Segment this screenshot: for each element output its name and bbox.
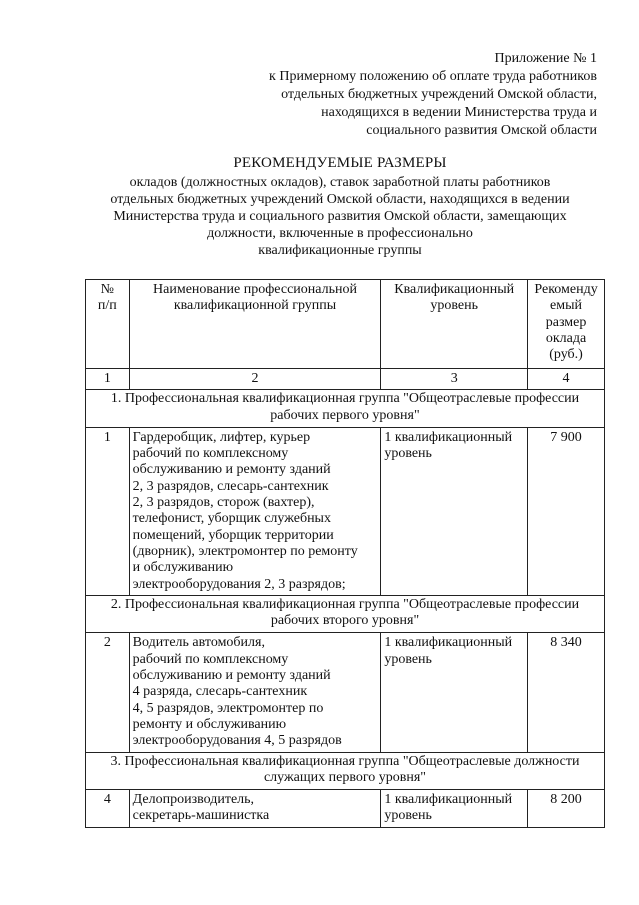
level-text: уровень xyxy=(384,651,432,667)
group-title-row xyxy=(86,390,605,428)
group-title xyxy=(86,752,605,790)
group-title-text: рабочих второго уровня" xyxy=(270,613,420,629)
row-salary: 8 200 xyxy=(528,790,605,828)
header-text: Рекоменду xyxy=(534,282,598,297)
row-number: 4 xyxy=(86,790,130,828)
document-heading xyxy=(60,155,620,259)
position-text: Водитель автомобиля, xyxy=(132,635,265,651)
header-text: № xyxy=(100,282,115,297)
position-text: обслуживанию и ремонту зданий xyxy=(132,668,331,684)
position-text: электрооборудования 2, 3 разрядов; xyxy=(132,576,346,592)
level-text: 1 квалификационный xyxy=(384,792,513,808)
table-row xyxy=(86,633,605,752)
header-text: размер xyxy=(545,314,587,330)
row-position-names xyxy=(129,633,381,752)
row-position-names xyxy=(129,790,381,828)
level-text: 1 квалификационный xyxy=(384,429,513,445)
heading-line: квалификационные группы xyxy=(258,243,422,258)
position-text: 2, 3 разрядов, слесарь-сантехник xyxy=(132,478,329,494)
group-title-text: 3. Профессиональная квалификационная группа "Общеотраслевые должности xyxy=(110,753,580,769)
col-number: 3 xyxy=(381,369,528,390)
position-text: электрооборудования 4, 5 разрядов xyxy=(132,733,342,749)
header-text: п/п xyxy=(97,298,117,314)
position-text: рабочий по комплексному xyxy=(132,651,289,667)
row-salary: 7 900 xyxy=(528,427,605,595)
appendix-header xyxy=(177,50,597,140)
heading-line: должности, включенные в профессионально xyxy=(207,226,473,241)
col-number: 2 xyxy=(129,369,381,390)
table-row xyxy=(86,427,605,595)
group-title-row xyxy=(86,595,605,633)
level-text: уровень xyxy=(384,446,432,462)
header-text: Квалификационный xyxy=(394,282,515,297)
heading-line: отдельных бюджетных учреждений Омской области, находящихся в ведении xyxy=(110,192,570,207)
appendix-line: к Примерному положению об оплате труда работников xyxy=(269,69,597,84)
heading-line: Министерства труда и социального развития Омской области, замещающих xyxy=(113,209,567,224)
header-text: (руб.) xyxy=(549,347,583,363)
position-text: и обслуживанию xyxy=(132,560,234,576)
position-text: 2, 3 разрядов, сторож (вахтер), xyxy=(132,495,315,511)
position-text: Гардеробщик, лифтер, курьер xyxy=(132,429,311,445)
group-title-text: служащих первого уровня" xyxy=(263,769,427,785)
position-text: телефонист, уборщик служебных xyxy=(132,511,331,527)
header-text: оклада xyxy=(545,330,587,346)
header-name xyxy=(129,280,381,369)
group-title-text: 2. Профессиональная квалификационная группа "Общеотраслевые профессии xyxy=(110,596,580,612)
position-text: обслуживанию и ремонту зданий xyxy=(132,462,331,478)
table-header-row xyxy=(86,280,605,369)
table-row xyxy=(86,790,605,828)
row-number: 1 xyxy=(86,427,130,595)
position-text: Делопроизводитель, xyxy=(132,792,255,808)
header-salary xyxy=(528,280,605,369)
column-number-row xyxy=(86,369,605,390)
position-text: 4, 5 разрядов, электромонтер по xyxy=(132,700,324,716)
row-level xyxy=(381,633,528,752)
position-text: секретарь-машинистка xyxy=(132,808,270,824)
row-position-names xyxy=(129,427,381,595)
position-text: ремонту и обслуживанию xyxy=(132,716,287,732)
group-title-text: 1. Профессиональная квалификационная группа "Общеотраслевые профессии xyxy=(110,391,580,407)
header-text: квалификационной группы xyxy=(173,298,337,314)
appendix-line: социального развития Омской области xyxy=(366,123,597,138)
document-title: РЕКОМЕНДУЕМЫЕ РАЗМЕРЫ xyxy=(233,155,447,171)
group-title xyxy=(86,390,605,428)
header-text: уровень xyxy=(430,298,479,314)
group-title-row xyxy=(86,752,605,790)
row-number: 2 xyxy=(86,633,130,752)
header-text: Наименование профессиональной xyxy=(153,282,357,297)
col-number: 4 xyxy=(528,369,605,390)
header-level xyxy=(381,280,528,369)
appendix-line: отдельных бюджетных учреждений Омской области, xyxy=(281,87,597,102)
col-number: 1 xyxy=(86,369,130,390)
position-text: 4 разряда, слесарь-сантехник xyxy=(132,684,308,700)
position-text: рабочий по комплексному xyxy=(132,446,289,462)
row-level xyxy=(381,427,528,595)
level-text: уровень xyxy=(384,808,432,824)
position-text: помещений, уборщик территории xyxy=(132,527,334,543)
level-text: 1 квалификационный xyxy=(384,635,513,651)
group-title-text: рабочих первого уровня" xyxy=(270,407,420,423)
header-num xyxy=(86,280,130,369)
row-level xyxy=(381,790,528,828)
header-text: емый xyxy=(550,298,583,314)
row-salary: 8 340 xyxy=(528,633,605,752)
appendix-line: находящихся в ведении Министерства труда и xyxy=(321,105,597,120)
appendix-line: Приложение № 1 xyxy=(494,51,597,66)
position-text: (дворник), электромонтер по ремонту xyxy=(132,543,358,559)
group-title xyxy=(86,595,605,633)
heading-line: окладов (должностных окладов), ставок заработной платы работников xyxy=(129,175,551,190)
salary-table xyxy=(85,279,605,828)
